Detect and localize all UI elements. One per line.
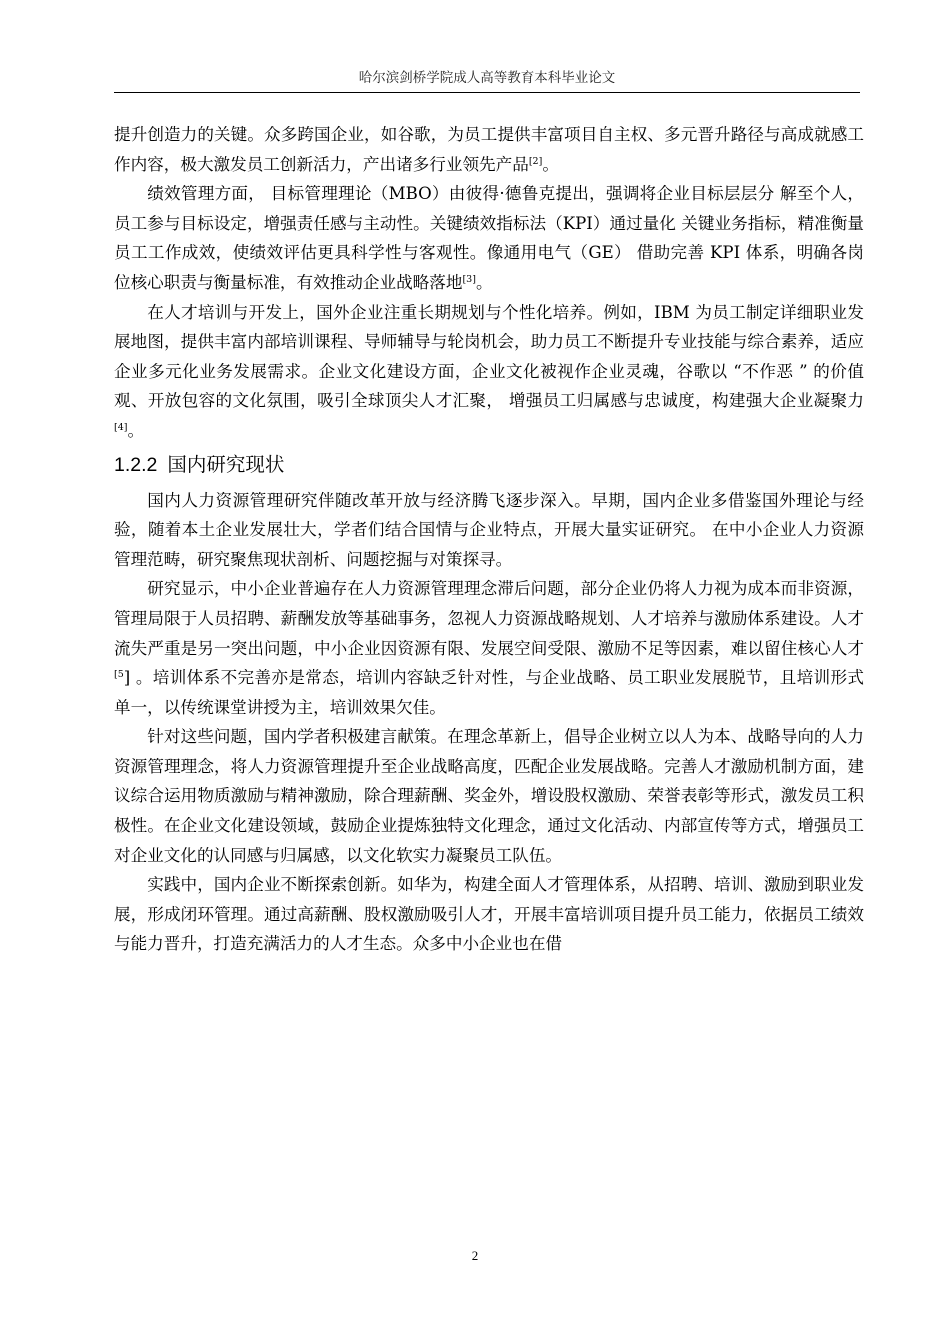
section-title: 国内研究现状 xyxy=(167,452,285,476)
header-title: 哈尔滨剑桥学院成人高等教育本科毕业论文 xyxy=(358,70,616,86)
citation-ref: [2] xyxy=(528,155,543,167)
section-heading xyxy=(114,450,864,480)
document-body xyxy=(114,120,864,959)
paragraph-practice: 实践中，国内企业不断探索创新。如华为，构建全面人才管理体系，从招聘、培训、激励到职业发展，形成闭环管理。通过高薪酬、股权激励吸引人才，开展丰富培训项目提升员工能力，依据员工绩效与能力晋升，打造充满活力的人才生态。众多中小企业也在借 xyxy=(114,875,864,954)
section-number: 1.2.2 xyxy=(114,453,158,476)
paragraph-domestic-overview: 国内人力资源管理研究伴随改革开放与经济腾飞逐步深入。早期，国内企业多借鉴国外理论与经验，随着本土企业发展壮大，学者们结合国情与企业特点，开展大量实证研究。 在中小企业人力资源管理范畴，研究聚焦现状剖析、问题挖掘与对策探寻。 xyxy=(114,490,864,569)
paragraph-performance-management: 绩效管理方面， 目标管理理论（MBO）由彼得·德鲁克提出，强调将企业目标层层分 解至个人，员工参与目标设定，增强责任感与主动性。关键绩效指标法（KPI）通过量化 关键业务指标，精准衡量员工工作成效，使绩效评估更具科学性与客观性。像通用电气（GE） 借助完善 KPI 体系，明确各岗位核心职责与衡量标准，有效推动企业战略落地[3]。 xyxy=(114,184,864,292)
paragraph-talent-training: 在人才培训与开发上，国外企业注重长期规划与个性化培养。例如，IBM 为员工制定详细职业发展地图，提供丰富内部培训课程、导师辅导与轮岗机会，助力员工不断提升专业技能与综合素养，适应企业多元化业务发展需求。企业文化建设方面，企业文化被视作企业灵魂，谷歌以 “不作恶 ” 的价值观、开放包容的文化氛围，吸引全球顶尖人才汇聚， 增强员工归属感与忠诚度，构建强大企业凝聚力[4]。 xyxy=(114,302,864,440)
paragraph-scholar-suggestions: 针对这些问题，国内学者积极建言献策。在理念革新上，倡导企业树立以人为本、战略导向的人力资源管理理念，将人力资源管理提升至企业战略高度，匹配企业发展战略。完善人才激励机制方面，建议综合运用物质激励与精神激励，除合理薪酬、奖金外，增设股权激励、荣誉表彰等形式，激发员工积极性。在企业文化建设领域，鼓励企业提炼独特文化理念，通过文化活动、内部宣传等方式，增强员工对企业文化的认同感与归属感，以文化软实力凝聚员工队伍。 xyxy=(114,727,864,865)
paragraph-research-findings: 研究显示，中小企业普遍存在人力资源管理理念滞后问题，部分企业仍将人力视为成本而非资源，管理局限于人员招聘、薪酬发放等基础事务，忽视人力资源战略规划、人才培养与激励体系建设。人才流失严重是另一突出问题，中小企业因资源有限、发展空间受限、激励不足等因素，难以留住核心人才$^{[5}$] 。培训体系不完善亦是常态，培训内容缺乏针对性，与企业战略、员工职业发展脱节，且培训形式单一，以传统课堂讲授为主，培训效果欠佳。 xyxy=(114,579,864,717)
page-header xyxy=(114,66,860,93)
citation-ref: [3] xyxy=(462,273,476,285)
citation-ref: [4] xyxy=(114,421,128,433)
page-number: 2 xyxy=(471,1248,479,1263)
paragraph-continuation: 提升创造力的关键。众多跨国企业，如谷歌，为员工提供丰富项目自主权、多元晋升路径与高成就感工作内容，极大激发员工创新活力，产出诸多行业领先产品[2]。 xyxy=(114,125,864,174)
citation-ref: [5 xyxy=(114,669,124,681)
